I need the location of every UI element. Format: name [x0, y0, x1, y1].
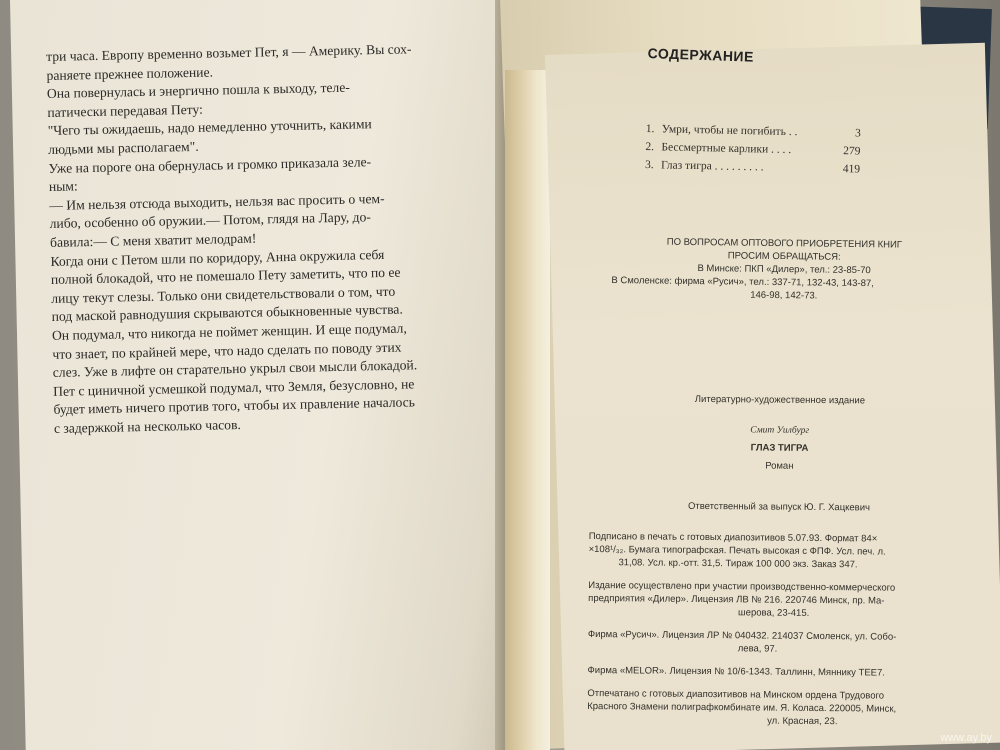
author-name: Смит Уилбург — [750, 425, 810, 436]
text-line: либо, особенно об оружии.— Потом, глядя на Лару, до- — [49, 209, 371, 232]
site-watermark: www.ay.by — [940, 732, 992, 744]
text-line: Уже на пороге она обернулась и громко приказала зеле- — [48, 153, 372, 176]
table-of-contents — [645, 120, 861, 178]
toc-title: Бессмертные карлики . . . . — [661, 141, 792, 157]
text-line: людьми мы располагаем". — [47, 138, 199, 157]
text-line: Он подумал, что никогда не поймет женщин. И еще подумал, — [51, 320, 407, 343]
toc-page: 3 — [854, 127, 861, 140]
toc-page: 419 — [842, 163, 861, 176]
minsk-contact: В Минске: ПКП «Дилер», тел.: 23-85-70 — [697, 263, 871, 277]
responsible-editor: Ответственный за выпуск Ю. Г. Хацкевич — [687, 500, 871, 514]
text-line: бавила:— С меня хватит мелодрам! — [49, 230, 257, 250]
text-line: что знает, по крайней мере, что надо сделать по поводу этих — [52, 339, 402, 362]
toc-number: 3. — [644, 158, 654, 172]
toc-number: 2. — [645, 140, 655, 154]
text-line: слез. Уже в лифте он старательно укрыл свои мысли блокадой. — [52, 357, 418, 381]
text-line: Когда они с Петом шли по коридору, Анна окружила себя — [50, 246, 385, 269]
text-line: будет иметь ничего против того, чтобы их правление началось — [53, 394, 416, 418]
text-line: патически передавая Пету: — [47, 101, 204, 120]
text-line: с задержкой на несколько часов. — [53, 416, 241, 436]
text-line: лицу текут слезы. Только они свидетельствовали о том, что — [51, 283, 396, 306]
text-line: "Чего ты ожидаешь, надо немедленно уточнить, какими — [47, 116, 372, 139]
print-details: Подписано в печать с готовых диапозитивов 5.07.93. Формат 84× — [588, 530, 878, 545]
book-title: ГЛАЗ ТИГРА — [750, 442, 809, 454]
melor-license: Фирма «MELOR». Лицензия № 10/6-1343. Таллинн, Мяннику ТЕЕ7. — [587, 664, 885, 679]
book-type: Роман — [765, 460, 794, 472]
toc-page: 279 — [843, 145, 861, 158]
text-line: три часа. Европу временно возьмет Пет, я — Америку. Вы сох- — [46, 41, 412, 64]
printing-house: Отпечатано с готовых диапозитивов на Минском ордена Трудового — [587, 687, 885, 702]
toc-title: Глаз тигра . . . . . . . . . — [660, 159, 764, 174]
contents-title: СОДЕРЖАНИЕ — [647, 45, 755, 65]
wholesale-heading: ПО ВОПРОСАМ ОПТОВОГО ПРИОБРЕТЕНИЯ КНИГ — [666, 236, 903, 251]
edition-genre: Литературно-художественное издание — [694, 393, 866, 407]
text-line: раняете прежнее положение. — [46, 64, 214, 83]
toc-number: 1. — [645, 122, 655, 136]
print-details: ×108¹/₃₂. Бумага типографская. Печать высокая с ФПФ. Усл. печ. л. — [588, 543, 886, 558]
text-line: под маской равнодушия скрываются обыкновенные чувства. — [51, 301, 403, 325]
rusich-license: Фирма «Русич». Лицензия ЛР № 040432. 214037 Смоленск, ул. Собо- — [587, 628, 897, 643]
printing-house: ул. Красная, 23. — [767, 715, 838, 728]
text-line: ным: — [48, 178, 78, 195]
text-line: Она повернулась и энергично пошла к выходу, теле- — [46, 79, 350, 102]
imprint-block — [587, 392, 970, 729]
print-details: 31,08. Усл. кр.-отт. 31,5. Тираж 100 000 экз. Заказ 347. — [618, 557, 858, 571]
publisher-details: шерова, 23-415. — [738, 607, 810, 619]
wholesale-heading: ПРОСИМ ОБРАЩАТЬСЯ: — [727, 250, 841, 263]
torn-paper-strip — [505, 70, 550, 750]
smolensk-contact: В Смоленске: фирма «Русич», тел.: 337-71, 132-43, 143-87, — [611, 274, 874, 290]
rusich-license: лева, 97. — [737, 643, 778, 655]
wholesale-notice — [611, 235, 957, 304]
left-page-text — [46, 39, 484, 438]
publisher-details: предприятия «Дилер». Лицензия ЛВ № 216. 220746 Минск, пр. Ма- — [588, 592, 885, 607]
text-line: Пет с циничной усмешкой подумал, что Земля, безусловно, не — [53, 376, 415, 399]
publisher-details: Издание осуществлено при участии производственно-коммерческого — [588, 579, 896, 594]
text-line: полной блокадой, что не помешало Пету заметить, что по ее — [50, 264, 401, 288]
smolensk-contact: 146-98, 142-73. — [750, 289, 818, 302]
text-line: — Им нельзя отсюда выходить, нельзя вас просить о чем- — [49, 190, 385, 213]
toc-title: Умри, чтобы не погибить . . — [661, 123, 798, 139]
printing-house: Красного Знамени полиграфкомбинате им. Я. Коласа. 220005, Минск, — [587, 700, 897, 715]
